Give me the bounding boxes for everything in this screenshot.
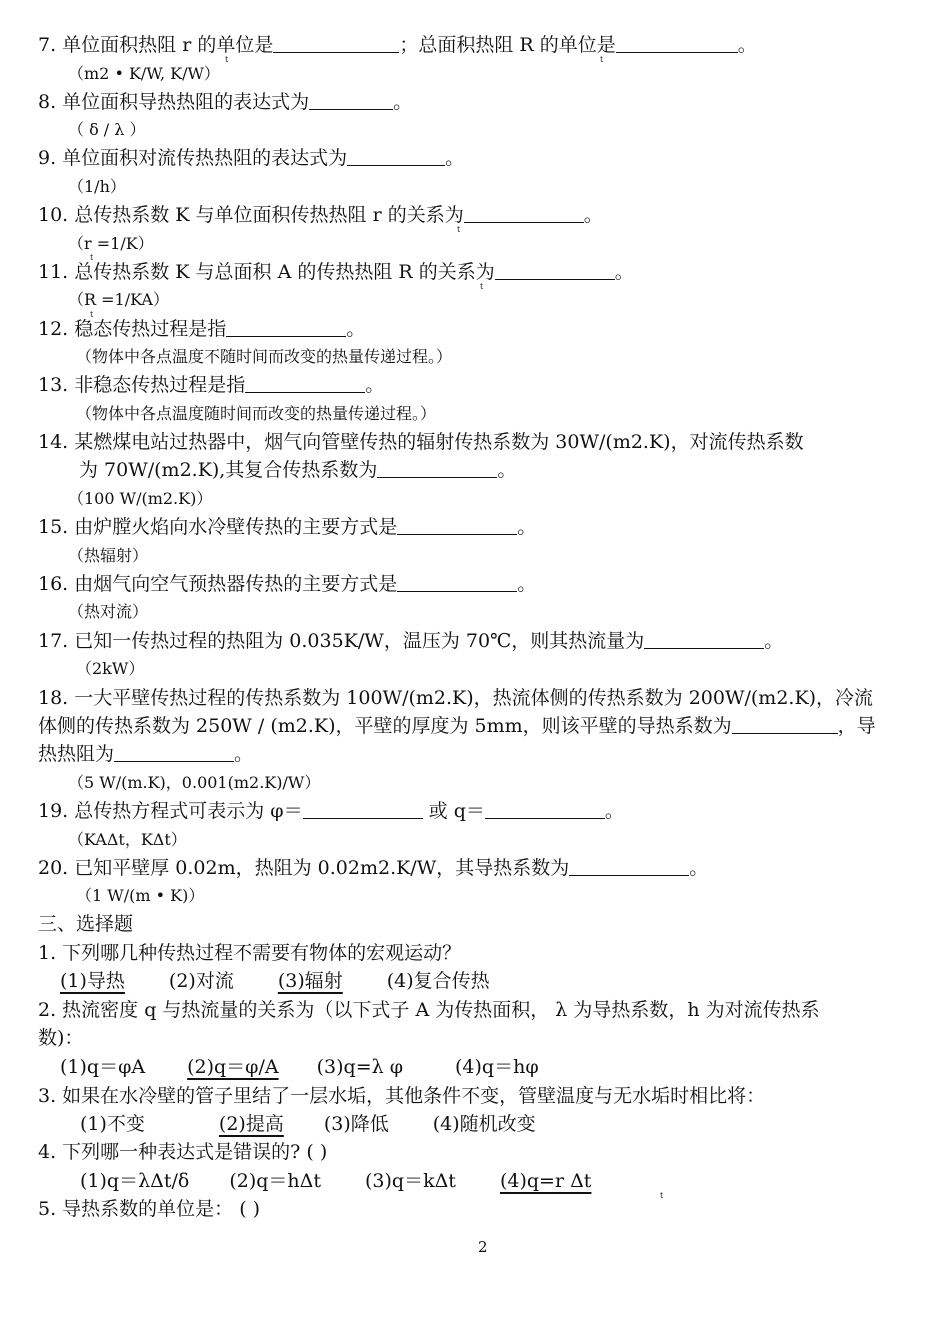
question-17: 17. 已知一传热过程的热阻为 0.035K/W，温压为 70℃，则其热流量为 。: [38, 630, 784, 652]
option-correct: (2)提高: [218, 1113, 284, 1135]
choice-options-3: [80, 1113, 536, 1135]
choice-question-3: 3. 如果在水冷壁的管子里结了一层水垢，其他条件不变，管壁温度与无水垢时相比将：: [38, 1085, 766, 1107]
answer-12: （物体中各点温度不随时间而改变的热量传递过程。）: [76, 347, 453, 366]
question-7: 7. 单位面积热阻 r 的单位是 ；总面积热阻 R 的单位是 。: [38, 34, 757, 56]
answer-blank: [569, 857, 689, 876]
question-13: 13. 非稳态传热过程是指 。: [38, 374, 385, 396]
answer-blank: [377, 459, 497, 478]
answer-18: （5 W/(m.K)，0.001(m2.K)/W）: [68, 773, 321, 792]
answer-11: （R =1/KA）: [68, 290, 169, 309]
question-18-line-2: 体侧的传热系数为 250W / (m2.K)，平壁的厚度为 5mm，则该平壁的导热系数为 ，导: [38, 715, 876, 737]
answer-16: （热对流）: [68, 602, 149, 621]
option: (2)q＝hΔt: [229, 1170, 321, 1192]
subscript: t: [225, 55, 229, 64]
answer-blank: [485, 800, 605, 819]
question-14-line-2: 为 70W/(m2.K),其复合传热系数为 。: [79, 459, 517, 481]
subscript: t: [457, 225, 461, 234]
answer-blank: [309, 91, 393, 110]
answer-7: （m2 • K/W, K/W）: [68, 64, 220, 83]
question-20: 20. 已知平壁厚 0.02m，热阻为 0.02m2.K/W，其导热系数为 。: [38, 857, 709, 879]
question-9: 9. 单位面积对流传热热阻的表达式为 。: [38, 147, 465, 169]
choice-question-2-line-2: 数)：: [38, 1027, 84, 1049]
option: (3)降低: [323, 1113, 389, 1135]
answer-blank: [732, 715, 838, 734]
answer-blank: [464, 204, 584, 223]
section-heading: 三、选择题: [38, 913, 134, 935]
option-correct: (4)q=r Δt: [499, 1170, 592, 1192]
answer-blank: [397, 516, 517, 535]
answer-blank: [303, 800, 423, 819]
option: (3)q=λ φ: [316, 1056, 404, 1078]
subscript: t: [480, 282, 484, 291]
choice-question-4: 4. 下列哪一种表达式是错误的? ( ): [38, 1141, 328, 1163]
question-18-line-1: 18. 一大平壁传热过程的传热系数为 100W/(m2.K)，热流体侧的传热系数为 200W/(m2.K)，冷流: [38, 687, 874, 709]
subscript: t: [90, 310, 94, 319]
option-correct: (2)q＝φ/A: [187, 1056, 279, 1078]
answer-13: （物体中各点温度随时间而改变的热量传递过程。）: [76, 404, 437, 423]
answer-blank: [226, 318, 346, 337]
answer-9: （1/h）: [68, 177, 126, 196]
subscript: t: [660, 1191, 664, 1200]
answer-blank: [616, 34, 738, 53]
choice-options-4: [80, 1170, 591, 1192]
subscript: t: [600, 55, 604, 64]
answer-blank: [495, 261, 615, 280]
answer-blank: [644, 630, 764, 649]
choice-options-1: [60, 970, 490, 992]
answer-20: （1 W/(m • K)）: [76, 886, 205, 905]
option: (4)随机改变: [432, 1113, 536, 1135]
option: (4)复合传热: [386, 970, 490, 992]
question-11: 11. 总传热系数 K 与总面积 A 的传热热阻 R 的关系为 。: [38, 261, 634, 283]
question-18-line-3: 热热阻为 。: [38, 743, 254, 765]
question-15: 15. 由炉膛火焰向水冷壁传热的主要方式是 。: [38, 516, 537, 538]
option: (1)q＝φA: [60, 1056, 146, 1078]
option: (2)对流: [168, 970, 234, 992]
question-10: 10. 总传热系数 K 与单位面积传热热阻 r 的关系为 。: [38, 204, 603, 226]
option-correct: (3)辐射: [277, 970, 343, 992]
question-14-line-1: 14. 某燃煤电站过热器中，烟气向管壁传热的辐射传热系数为 30W/(m2.K)，对流传热系数: [38, 431, 804, 453]
option: (1)q＝λΔt/δ: [80, 1170, 190, 1192]
choice-question-1: 1. 下列哪几种传热过程不需要有物体的宏观运动？: [38, 942, 462, 964]
choice-question-2-line-1: 2. 热流密度 q 与热流量的关系为（以下式子 A 为传热面积， λ 为导热系数，h 为对流传热系: [38, 999, 820, 1021]
answer-8: （ δ / λ ）: [68, 120, 146, 139]
choice-question-5: 5. 导热系数的单位是： ( ): [38, 1198, 261, 1220]
answer-blank: [273, 34, 399, 53]
answer-17: （2kW）: [76, 659, 145, 678]
option-correct: (1)导热: [60, 970, 125, 992]
answer-19: （KAΔt，KΔt）: [68, 830, 187, 849]
answer-14: （100 W/(m2.K)）: [68, 489, 213, 508]
question-8: 8. 单位面积导热热阻的表达式为 。: [38, 91, 413, 113]
answer-15: （热辐射）: [68, 546, 149, 565]
answer-10: （r =1/K）: [68, 234, 154, 253]
answer-blank: [347, 147, 445, 166]
option: (3)q＝kΔt: [365, 1170, 456, 1192]
page-number: 2: [478, 1238, 488, 1256]
question-19: 19. 总传热方程式可表示为 φ＝ 或 q＝ 。: [38, 800, 624, 822]
option: (1)不变: [80, 1113, 145, 1135]
question-16: 16. 由烟气向空气预热器传热的主要方式是 。: [38, 573, 537, 595]
option: (4)q＝hφ: [455, 1056, 539, 1078]
answer-blank: [114, 743, 234, 762]
answer-blank: [397, 573, 517, 592]
question-12: 12. 稳态传热过程是指 。: [38, 318, 366, 340]
choice-options-2: [60, 1056, 539, 1078]
subscript: t: [90, 253, 94, 262]
answer-blank: [245, 374, 365, 393]
